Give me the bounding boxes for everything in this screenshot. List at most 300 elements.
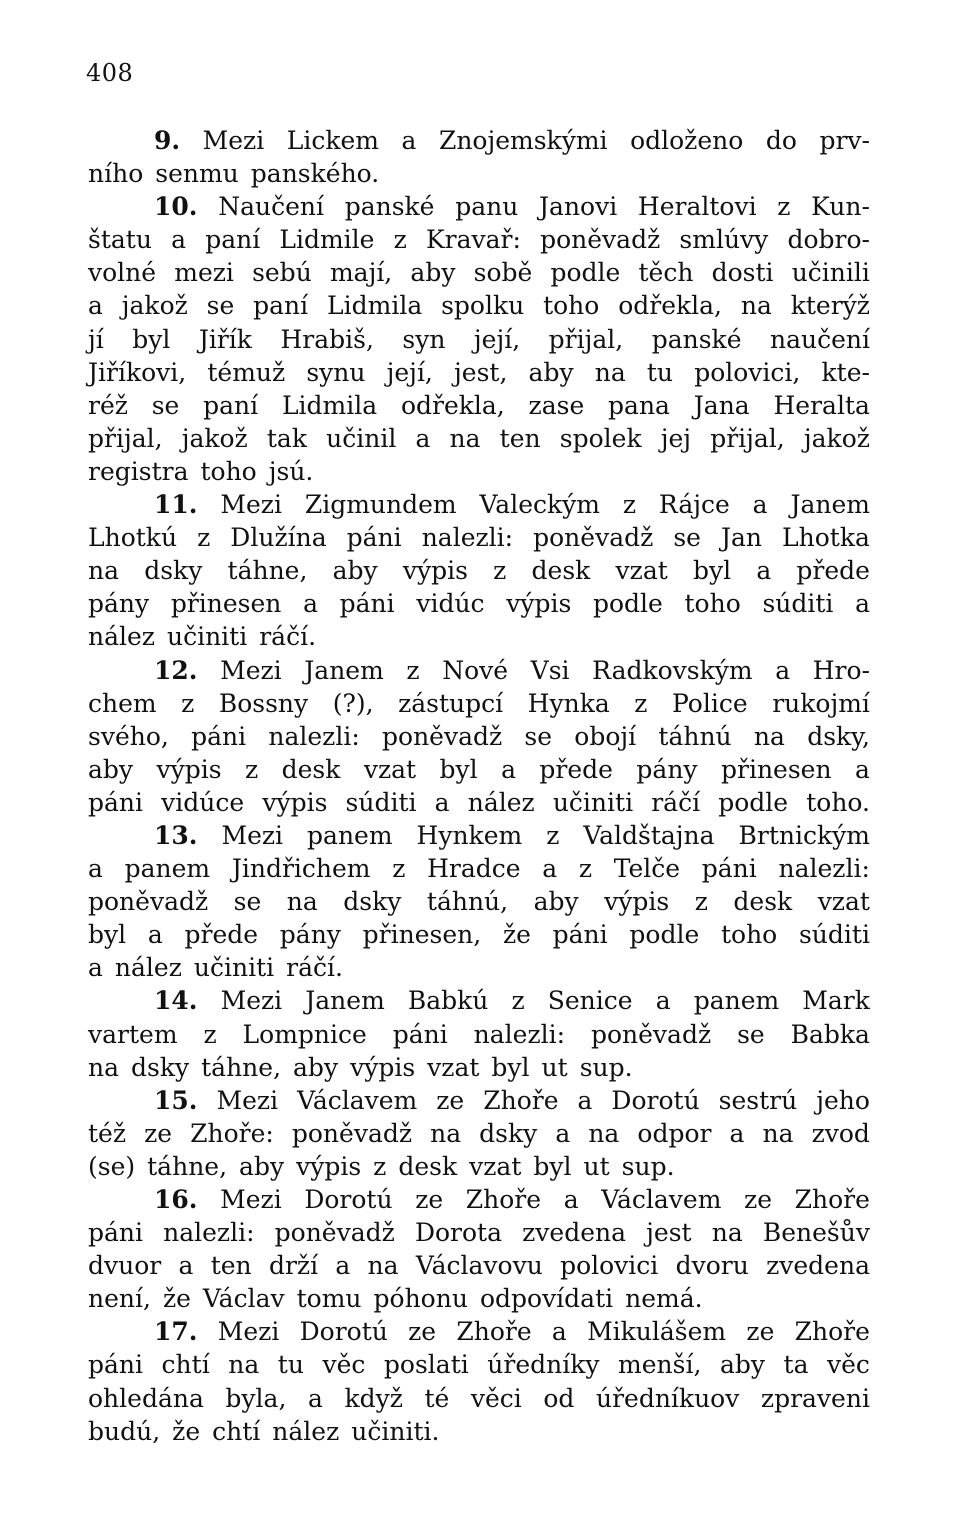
word: a — [775, 655, 791, 685]
text-line — [88, 1315, 870, 1348]
word: Brtnickým — [738, 820, 870, 850]
word: učiniti. — [351, 1416, 440, 1446]
word: desk — [733, 887, 793, 917]
word: menší, — [618, 1350, 702, 1380]
word: na — [228, 1350, 260, 1380]
word: a — [542, 854, 558, 884]
word: tomu — [296, 1284, 362, 1314]
word: poněvadž — [540, 225, 661, 255]
word: táhnú, — [426, 887, 509, 917]
word: výpis — [350, 1052, 416, 1082]
word: že — [172, 1416, 201, 1446]
word: přinesen — [170, 589, 282, 619]
word: Hrabiš, — [280, 324, 374, 354]
word: zvod — [811, 1118, 870, 1148]
paragraph-number: 11. — [154, 490, 198, 520]
word: na — [88, 1052, 120, 1082]
text-line — [88, 1183, 870, 1216]
word: poněvadž — [88, 887, 209, 917]
text-line — [88, 1018, 870, 1051]
word: též — [88, 1118, 127, 1148]
word: poněvadž — [533, 523, 654, 553]
word: panské — [344, 192, 435, 222]
word: ut — [541, 1052, 568, 1082]
word: Jana — [693, 390, 750, 420]
word: toho — [543, 291, 600, 321]
word: podle — [592, 589, 663, 619]
word: zase — [528, 390, 585, 420]
text-line — [88, 1117, 870, 1150]
word: mají, — [329, 258, 393, 288]
word: z — [493, 556, 507, 586]
word: Babka — [790, 1019, 870, 1049]
word: aby — [332, 556, 378, 586]
word: páni — [191, 721, 247, 751]
word: nalezli: — [473, 1019, 566, 1049]
word: ze — [746, 1317, 775, 1347]
word: věc — [322, 1350, 366, 1380]
word: odřekla, — [618, 291, 722, 321]
word: jeho — [816, 1085, 870, 1115]
word: byl — [439, 754, 478, 784]
word: Valeckým — [479, 490, 600, 520]
word: a — [171, 225, 187, 255]
text-line — [88, 289, 870, 322]
word: Police — [672, 688, 748, 718]
word: dosti — [711, 258, 774, 288]
word: Heraltovi — [637, 192, 757, 222]
word: se — [673, 523, 701, 553]
word: a — [303, 589, 318, 619]
word: toho — [200, 456, 257, 486]
word: byl — [491, 1052, 530, 1082]
word: a — [729, 1118, 745, 1148]
word: odpovídati — [479, 1284, 614, 1314]
text-line — [88, 687, 870, 720]
word: sebú — [252, 258, 312, 288]
paragraph-number: 17. — [154, 1317, 198, 1347]
word: a — [401, 126, 417, 155]
word: její, — [473, 324, 521, 354]
word: byl — [88, 920, 127, 950]
word: přijal, — [88, 423, 163, 453]
word: Zhoře — [456, 1317, 532, 1347]
text-line — [88, 256, 870, 289]
word: ráčí — [651, 787, 701, 817]
word: z — [393, 225, 407, 255]
word: pány — [279, 920, 341, 950]
text-line — [88, 1249, 870, 1282]
word: ut — [583, 1151, 610, 1181]
text-line — [88, 223, 870, 256]
word: réž — [88, 390, 128, 420]
word: páni — [88, 1218, 144, 1248]
word: na — [588, 1118, 620, 1148]
word: Janem — [304, 655, 384, 685]
word: dsky — [343, 887, 402, 917]
word: se — [524, 721, 553, 751]
word: výpis — [402, 556, 468, 586]
word: Mezi — [216, 1085, 279, 1115]
word: přinesen, — [362, 920, 482, 950]
word: témuž — [207, 357, 286, 387]
text-line — [88, 587, 870, 620]
word: podle — [718, 787, 789, 817]
word: ze — [144, 1118, 173, 1148]
word: desk — [398, 1151, 458, 1181]
word: a — [335, 1251, 351, 1281]
word: a — [307, 1383, 323, 1413]
word: se — [233, 887, 262, 917]
body-text — [88, 124, 870, 1448]
word: přijal, — [710, 423, 785, 453]
word: učiniti — [552, 787, 634, 817]
word: přinesen — [721, 754, 832, 784]
word: přede — [796, 556, 870, 586]
word: a — [555, 1118, 571, 1148]
word: ze — [436, 1085, 465, 1115]
word: spolku — [441, 291, 525, 321]
text-line — [88, 1051, 870, 1084]
word: a — [752, 490, 768, 520]
word: úředníkuov — [595, 1383, 740, 1413]
text-line — [88, 1282, 870, 1315]
word: Heralta — [773, 390, 870, 420]
word: učinili — [791, 258, 870, 288]
text-line — [88, 753, 870, 786]
word: dobro- — [787, 225, 870, 255]
word: poněvadž — [382, 721, 503, 751]
word: ze — [408, 1317, 437, 1347]
word: polovici — [560, 1251, 659, 1281]
word: volné — [88, 258, 157, 288]
word: Kun- — [811, 192, 870, 222]
word: byl — [692, 556, 732, 586]
word: a — [855, 754, 870, 784]
paragraph-number: 13. — [154, 820, 198, 850]
word: páni — [552, 920, 608, 950]
word: zpraveni — [760, 1383, 870, 1413]
word: Václav — [202, 1284, 285, 1314]
word: věci — [470, 1383, 522, 1413]
text-line — [88, 1348, 870, 1381]
word: Jiříkovi, — [88, 357, 187, 387]
word: jsú. — [268, 456, 314, 486]
word: panem — [307, 820, 393, 850]
word: Lidmile — [279, 225, 375, 255]
word: Lickem — [286, 126, 379, 155]
word: věc — [827, 1350, 870, 1380]
word: aby — [410, 258, 456, 288]
word: tu — [646, 357, 674, 387]
word: přede — [539, 754, 613, 784]
word: Janovi — [539, 192, 618, 222]
word: a — [88, 953, 103, 983]
word: jí — [88, 324, 104, 354]
word: výpis — [506, 589, 572, 619]
word: přede — [184, 920, 259, 950]
word: z — [634, 688, 648, 718]
word: chem — [88, 688, 157, 718]
word: ze — [744, 1185, 773, 1214]
word: odloženo — [630, 126, 744, 155]
word: ráčí. — [259, 622, 317, 652]
word: kte- — [821, 357, 870, 387]
word: dsky — [479, 1118, 538, 1148]
word: Dlužína — [230, 523, 327, 553]
word: nalezli: — [778, 854, 870, 884]
word: obojí — [574, 721, 637, 751]
paragraph-number: 10. — [154, 192, 198, 222]
word: Zhoře — [794, 1185, 870, 1214]
text-line — [88, 323, 870, 356]
word: panu — [455, 192, 519, 222]
word: sup. — [579, 1052, 633, 1082]
word: panské — [651, 324, 742, 354]
word: nalezli: — [268, 721, 360, 751]
word: drží — [268, 1251, 319, 1281]
word: a — [855, 589, 870, 619]
word: nalezli: — [163, 1218, 255, 1248]
word: vidúc — [416, 589, 485, 619]
word: Hradce — [427, 854, 521, 884]
word: jej — [660, 423, 692, 453]
word: Jiřík — [198, 324, 252, 354]
word: Radkovským — [592, 655, 753, 685]
word: zvedena — [522, 1218, 627, 1248]
word: Babkú — [407, 986, 489, 1016]
word: Dorota — [414, 1218, 502, 1248]
word: na — [449, 423, 481, 453]
word: a — [178, 1251, 194, 1281]
word: když — [344, 1383, 403, 1413]
word: vzat — [363, 754, 417, 784]
word: táhne, — [147, 1151, 228, 1181]
word: z — [777, 192, 791, 222]
word: a — [415, 423, 431, 453]
word: táhnú — [658, 721, 732, 751]
word: poslati — [383, 1350, 469, 1380]
word: sobě — [473, 258, 533, 288]
word: (?), — [332, 688, 374, 718]
word: panem — [693, 986, 780, 1016]
word: smlúvy — [679, 225, 769, 255]
text-line — [88, 918, 870, 951]
word: nález — [114, 953, 182, 983]
word: jakož — [121, 291, 188, 321]
word: učinil — [326, 423, 397, 453]
word: Václavem — [297, 1085, 418, 1115]
word: Mezi — [217, 1317, 280, 1347]
text-line — [88, 157, 870, 190]
word: podle — [629, 920, 700, 950]
word: Mezi — [202, 126, 265, 155]
text-line — [88, 1216, 870, 1249]
word: kterýž — [790, 291, 870, 321]
paragraph-number: 15. — [154, 1085, 198, 1115]
word: a — [655, 986, 671, 1016]
word: Zigmundem — [304, 490, 457, 520]
word: Dorotú — [611, 1085, 700, 1115]
word: Jindřichem — [231, 854, 371, 884]
word: jest, — [454, 357, 508, 387]
word: mezi — [174, 258, 234, 288]
word: se — [151, 390, 180, 420]
word: přijal, — [548, 324, 624, 354]
word: do — [765, 126, 797, 155]
word: byl — [533, 1151, 572, 1181]
word: Lidmila — [327, 291, 423, 321]
word: a — [88, 291, 103, 321]
word: táhne, — [201, 1052, 282, 1082]
text-line — [88, 1415, 870, 1448]
word: dsky — [144, 556, 203, 586]
word: Mikulášem — [587, 1317, 727, 1347]
word: páni — [88, 787, 144, 817]
word: Vsi — [530, 655, 570, 685]
text-line — [88, 422, 870, 455]
word: Bossny — [218, 688, 309, 718]
word: ta — [783, 1350, 809, 1380]
word: aby — [528, 357, 574, 387]
text-line — [88, 356, 870, 389]
text-line — [88, 819, 870, 852]
word: panem — [124, 854, 211, 884]
word: ze — [415, 1185, 444, 1214]
word: panského. — [250, 159, 380, 189]
word: té — [424, 1383, 450, 1413]
word: vzat — [615, 556, 668, 586]
word: že — [162, 1284, 191, 1314]
word: Václavovu — [415, 1251, 543, 1281]
word: ráčí. — [286, 953, 343, 983]
word: a — [756, 556, 772, 586]
word: sup. — [621, 1151, 675, 1181]
word: toho. — [806, 787, 870, 817]
word: z — [546, 820, 560, 850]
word: Telče — [613, 854, 681, 884]
text-line — [88, 885, 870, 918]
word: Mark — [802, 986, 870, 1016]
word: Mezi — [220, 986, 283, 1016]
word: dvuor — [88, 1251, 162, 1281]
word: Dorotú — [299, 1317, 388, 1347]
word: a — [434, 787, 450, 817]
word: zástupcí — [398, 688, 504, 718]
word: syn — [402, 324, 446, 354]
paragraph-number: 14. — [154, 986, 198, 1016]
word: chtí — [161, 1350, 210, 1380]
word: z — [203, 1019, 217, 1049]
word: na — [286, 887, 318, 917]
word: aby — [293, 1052, 339, 1082]
word: výpis — [262, 787, 328, 817]
word: od — [543, 1383, 575, 1413]
word: dsky, — [807, 721, 870, 751]
word: nález — [88, 622, 155, 652]
word: tak — [266, 423, 307, 453]
word: Zhoře — [465, 1185, 542, 1214]
word: a — [577, 1085, 593, 1115]
text-line — [88, 720, 870, 753]
word: Janem — [790, 490, 870, 520]
word: sestrú — [718, 1085, 798, 1115]
word: že — [502, 920, 531, 950]
word: vzat — [817, 887, 870, 917]
text-line — [88, 521, 870, 554]
word: desk — [531, 556, 591, 586]
word: súditi — [798, 920, 870, 950]
word: poněvadž — [590, 1019, 712, 1049]
text-line — [88, 389, 870, 422]
word: Nové — [442, 655, 509, 685]
text-line — [88, 1150, 870, 1183]
word: Janem — [305, 986, 385, 1016]
word: nález — [272, 1416, 340, 1446]
word: poněvadž — [274, 1218, 395, 1248]
word: Benešův — [762, 1218, 870, 1248]
word: Zhoře — [794, 1317, 870, 1347]
word: z — [373, 1151, 387, 1181]
text-line — [88, 951, 870, 984]
word: výpis — [604, 887, 670, 917]
word: výpis — [296, 1151, 362, 1181]
word: se — [206, 291, 235, 321]
word: (se) — [88, 1151, 136, 1181]
word: zvedena — [766, 1251, 870, 1281]
word: těch — [638, 258, 694, 288]
word: z — [245, 754, 259, 784]
word: z — [406, 655, 420, 685]
word: aby — [719, 1350, 765, 1380]
word: Dorotú — [304, 1185, 393, 1214]
word: budú, — [88, 1416, 161, 1446]
text-line — [88, 620, 870, 653]
word: odpor — [637, 1118, 712, 1148]
word: páni — [339, 589, 395, 619]
text-line — [88, 124, 870, 157]
paragraph-number: 12. — [154, 655, 198, 685]
word: Mezi — [220, 490, 282, 520]
word: vartem — [88, 1019, 178, 1049]
word: poněvadž — [291, 1118, 413, 1148]
text-line — [88, 786, 870, 819]
word: vzat — [427, 1052, 480, 1082]
word: Naučení — [218, 192, 324, 222]
word: na — [594, 357, 626, 387]
word: na — [753, 721, 785, 751]
word: Hro- — [812, 655, 870, 685]
text-line — [88, 1382, 870, 1415]
word: Senice — [547, 986, 633, 1016]
page-number: 408 — [86, 59, 134, 87]
word: a — [563, 1185, 579, 1214]
word: rukojmí — [772, 688, 870, 718]
word: paní — [203, 390, 259, 420]
word: Valdštajna — [583, 820, 715, 850]
word: spolek — [559, 423, 642, 453]
word: dvoru — [675, 1251, 749, 1281]
word: ního — [88, 159, 144, 189]
word: ohledána — [88, 1383, 204, 1413]
word: polovici, — [694, 357, 801, 387]
word: svého, — [88, 721, 169, 751]
word: nález — [467, 787, 535, 817]
word: tu — [277, 1350, 304, 1380]
word: prv- — [819, 126, 870, 155]
word: Zhoře: — [190, 1118, 274, 1148]
word: registra — [88, 456, 189, 486]
